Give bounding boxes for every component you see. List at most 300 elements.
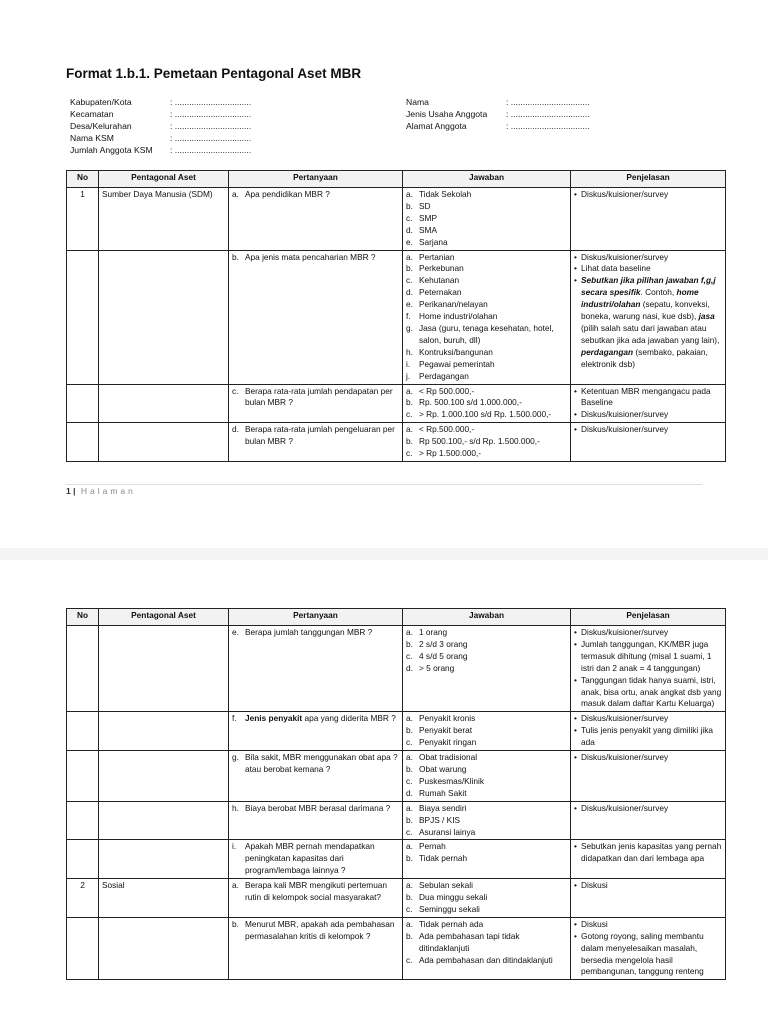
answer-marker: a. bbox=[406, 752, 413, 763]
answer-text: Perkebunan bbox=[419, 263, 464, 274]
explanation-emphasis: Sebutkan jika pilihan jawaban f,g,j secara spesifik bbox=[581, 275, 716, 298]
explanation-text: Diskus/kuisioner/survey bbox=[581, 409, 669, 420]
explanation-item bbox=[574, 275, 722, 370]
explanation-text: Diskus/kuisioner/survey bbox=[581, 189, 669, 199]
answer-option bbox=[406, 737, 567, 749]
table-row bbox=[67, 188, 726, 251]
bullet-icon: • bbox=[574, 189, 577, 199]
meta-label: Desa/Kelurahan bbox=[70, 121, 132, 131]
explanation-text: Diskusi bbox=[581, 880, 608, 891]
answer-option bbox=[406, 931, 567, 955]
explanation-cell bbox=[571, 423, 726, 462]
answer-marker: b. bbox=[406, 725, 413, 736]
question-body: Menurut MBR, apakah ada pembahasan permasalahan kritis di kelompok ? bbox=[245, 918, 395, 941]
answer-option bbox=[406, 275, 567, 287]
answer-text: Rp 500.100,- s/d Rp. 1.500.000,- bbox=[419, 436, 540, 447]
answer-text: Pernah bbox=[419, 841, 446, 852]
answer-cell bbox=[403, 188, 571, 251]
question-item bbox=[232, 189, 399, 201]
meta-value: : ................................ bbox=[170, 121, 252, 131]
answer-marker: a. bbox=[406, 424, 413, 435]
answer-option bbox=[406, 397, 567, 409]
explanation-cell bbox=[571, 840, 726, 879]
explanation-text: Diskusi bbox=[581, 918, 608, 929]
answer-option bbox=[406, 424, 567, 436]
question-body: Apa jenis mata pencaharian MBR ? bbox=[245, 251, 376, 262]
pentagonal-aset bbox=[99, 250, 229, 384]
table-body bbox=[67, 188, 726, 462]
answer-marker: b. bbox=[406, 263, 413, 274]
meta-fields-left bbox=[70, 96, 251, 156]
answer-marker: c. bbox=[406, 737, 413, 748]
answer-marker: b. bbox=[406, 638, 413, 649]
header-jawaban: Jawaban bbox=[403, 609, 571, 626]
bullet-icon: • bbox=[574, 918, 577, 929]
meta-value: : ................................. bbox=[506, 109, 590, 119]
answer-marker: a. bbox=[406, 841, 413, 852]
answer-option bbox=[406, 311, 567, 323]
answer-marker: e. bbox=[406, 236, 413, 247]
explanation-cell bbox=[571, 188, 726, 251]
answer-text: > 5 orang bbox=[419, 662, 455, 673]
row-number bbox=[67, 840, 99, 879]
table-row bbox=[67, 384, 726, 423]
answer-option bbox=[406, 764, 567, 776]
explanation-text: Tanggungan tidak hanya suami, istri, anak, bisa ortu, anak angkat dsb yang masuk dalam daftar Kartu Keluarga) bbox=[581, 674, 722, 709]
meta-label: Jenis Usaha Anggota bbox=[406, 109, 488, 119]
answer-text: Pegawai pemerintah bbox=[419, 358, 495, 369]
explanation-text: Diskus/kuisioner/survey bbox=[581, 713, 669, 724]
answer-option bbox=[406, 347, 567, 359]
header-aset: Pentagonal Aset bbox=[99, 609, 229, 626]
question-body: Berapa rata-rata jumlah pendapatan per bulan MBR ? bbox=[245, 385, 393, 408]
bullet-icon: • bbox=[574, 674, 577, 685]
answer-option bbox=[406, 323, 567, 347]
answer-option bbox=[406, 904, 567, 916]
explanation-text: Sebutkan jenis kapasitas yang pernah didapatkan dan dari lembaga apa bbox=[581, 841, 722, 864]
answer-text: < Rp.500.000,- bbox=[419, 424, 475, 435]
explanation-item bbox=[574, 386, 722, 410]
question-body: Bila sakit, MBR menggunakan obat apa ? atau berobat kemana ? bbox=[245, 752, 398, 774]
bullet-icon: • bbox=[574, 275, 577, 286]
meta-label: Nama KSM bbox=[70, 133, 114, 143]
row-number bbox=[67, 626, 99, 712]
question-body: Berapa jumlah tanggungan MBR ? bbox=[245, 627, 373, 637]
answer-text: Obat tradisional bbox=[419, 752, 478, 763]
footer-label: Halaman bbox=[80, 486, 136, 496]
answer-marker: a. bbox=[406, 627, 413, 637]
explanation-text: Diskus/kuisioner/survey bbox=[581, 752, 669, 763]
answer-marker: c. bbox=[406, 826, 413, 837]
answer-text: SD bbox=[419, 200, 431, 211]
question-text bbox=[245, 880, 399, 904]
answer-option bbox=[406, 752, 567, 764]
answer-marker: c. bbox=[406, 650, 413, 661]
answer-option bbox=[406, 853, 567, 865]
question-cell bbox=[229, 801, 403, 840]
answer-option bbox=[406, 252, 567, 264]
pentagonal-aset bbox=[99, 423, 229, 462]
answer-option bbox=[406, 725, 567, 737]
question-marker: g. bbox=[232, 752, 239, 763]
bullet-icon: • bbox=[574, 841, 577, 852]
question-item bbox=[232, 627, 399, 639]
answer-text: Penyakit kronis bbox=[419, 713, 476, 724]
answer-option bbox=[406, 639, 567, 651]
answer-text: SMA bbox=[419, 224, 437, 235]
question-body: Biaya berobat MBR berasal darimana ? bbox=[245, 802, 391, 813]
row-number bbox=[67, 917, 99, 980]
meta-value: : ................................. bbox=[506, 121, 590, 131]
explanation-text: Diskus/kuisioner/survey bbox=[581, 802, 669, 813]
bullet-icon: • bbox=[574, 930, 577, 941]
answer-marker: b. bbox=[406, 397, 413, 408]
question-text bbox=[245, 189, 399, 201]
document-page-2 bbox=[0, 560, 768, 1024]
meta-field bbox=[406, 120, 590, 132]
pentagonal-aset bbox=[99, 712, 229, 751]
answer-marker: f. bbox=[406, 311, 411, 322]
meta-label: Kabupaten/Kota bbox=[70, 97, 132, 107]
question-text bbox=[245, 627, 399, 639]
explanation-item bbox=[574, 627, 722, 639]
row-number: 1 bbox=[67, 188, 99, 251]
question-marker: f. bbox=[232, 713, 237, 724]
answer-marker: h. bbox=[406, 346, 413, 357]
answer-marker: j. bbox=[406, 370, 411, 381]
answer-text: Biaya sendiri bbox=[419, 802, 467, 813]
explanation-text: Ketentuan MBR mengangacu pada Baseline bbox=[581, 385, 711, 408]
question-item bbox=[232, 919, 399, 943]
answer-text: Seminggu sekali bbox=[419, 903, 480, 914]
pentagonal-aset bbox=[99, 840, 229, 879]
document-title: Format 1.b.1. Pemetaan Pentagonal Aset MBR bbox=[66, 66, 362, 81]
explanation-text: Diskus/kuisioner/survey bbox=[581, 627, 669, 637]
explanation-body: (pilih salah satu dari jawaban atau sebutkan jika ada jawaban yang lain), bbox=[581, 322, 720, 345]
explanation-item bbox=[574, 919, 722, 931]
table-row bbox=[67, 626, 726, 712]
question-cell bbox=[229, 840, 403, 879]
explanation-item bbox=[574, 189, 722, 201]
pentagonal-aset bbox=[99, 751, 229, 802]
question-marker: c. bbox=[232, 385, 239, 396]
question-item bbox=[232, 803, 399, 815]
question-text bbox=[245, 386, 399, 410]
answer-cell bbox=[403, 712, 571, 751]
bullet-icon: • bbox=[574, 880, 577, 891]
question-cell bbox=[229, 712, 403, 751]
answer-cell bbox=[403, 840, 571, 879]
answer-marker: b. bbox=[406, 436, 413, 447]
question-emphasis: Jenis penyakit bbox=[245, 713, 303, 724]
answer-option bbox=[406, 803, 567, 815]
answer-option bbox=[406, 776, 567, 788]
answer-text: Ada pembahasan tapi tidak ditindaklanjuti bbox=[419, 930, 520, 953]
answer-marker: e. bbox=[406, 299, 413, 310]
explanation-cell bbox=[571, 751, 726, 802]
explanation-text bbox=[581, 275, 722, 370]
answer-text: Asuransi lainya bbox=[419, 826, 476, 837]
table-row bbox=[67, 751, 726, 802]
question-text bbox=[245, 713, 399, 725]
answer-option bbox=[406, 189, 567, 201]
question-text bbox=[245, 424, 399, 448]
explanation-body: . Contoh, bbox=[640, 287, 677, 298]
answer-marker: a. bbox=[406, 918, 413, 929]
answer-cell bbox=[403, 751, 571, 802]
explanation-text: Diskus/kuisioner/survey bbox=[581, 424, 669, 435]
answer-option bbox=[406, 409, 567, 421]
answer-marker: a. bbox=[406, 713, 413, 724]
question-marker: b. bbox=[232, 251, 239, 262]
meta-value: : ................................ bbox=[170, 133, 252, 143]
bullet-icon: • bbox=[574, 409, 577, 420]
answer-option bbox=[406, 892, 567, 904]
answer-option bbox=[406, 841, 567, 853]
answer-text: Jasa (guru, tenaga kesehatan, hotel, salon, buruh, dll) bbox=[419, 322, 554, 345]
answer-option bbox=[406, 448, 567, 460]
question-item bbox=[232, 713, 399, 725]
answer-marker: b. bbox=[406, 930, 413, 941]
answer-option bbox=[406, 436, 567, 448]
question-item bbox=[232, 424, 399, 448]
bullet-icon: • bbox=[574, 627, 577, 637]
answer-marker: c. bbox=[406, 903, 413, 914]
answer-option bbox=[406, 919, 567, 931]
pentagonal-aset bbox=[99, 626, 229, 712]
answer-text: Kontruksi/bangunan bbox=[419, 346, 493, 357]
answer-option bbox=[406, 287, 567, 299]
header-no: No bbox=[67, 609, 99, 626]
explanation-cell bbox=[571, 801, 726, 840]
question-marker: a. bbox=[232, 880, 239, 891]
answer-marker: c. bbox=[406, 275, 413, 286]
explanation-text: Tulis jenis penyakit yang dimiliki jika ada bbox=[581, 725, 714, 748]
answer-text: > Rp. 1.000.100 s/d Rp. 1.500.000,- bbox=[419, 409, 552, 420]
question-marker: h. bbox=[232, 802, 239, 813]
answer-option bbox=[406, 299, 567, 311]
meta-value: : ................................ bbox=[170, 97, 252, 107]
explanation-item bbox=[574, 752, 722, 764]
explanation-body: (sembako, pakaian, elektronik dsb) bbox=[581, 346, 708, 369]
row-number: 2 bbox=[67, 879, 99, 918]
question-text bbox=[245, 252, 399, 264]
answer-marker: c. bbox=[406, 448, 413, 459]
question-text bbox=[245, 841, 399, 877]
meta-field bbox=[70, 120, 251, 132]
explanation-item bbox=[574, 263, 722, 275]
answer-marker: a. bbox=[406, 880, 413, 891]
pentagonal-aset bbox=[99, 917, 229, 980]
table-row bbox=[67, 423, 726, 462]
answer-marker: b. bbox=[406, 853, 413, 864]
header-penjelasan: Penjelasan bbox=[571, 171, 726, 188]
answer-marker: g. bbox=[406, 322, 413, 333]
answer-text: Obat warung bbox=[419, 763, 467, 774]
answer-text: Perikanan/nelayan bbox=[419, 299, 488, 310]
question-item bbox=[232, 386, 399, 410]
table-row bbox=[67, 879, 726, 918]
meta-field bbox=[70, 96, 251, 108]
answer-marker: a. bbox=[406, 251, 413, 262]
question-marker: d. bbox=[232, 424, 239, 435]
answer-marker: d. bbox=[406, 787, 413, 798]
explanation-cell bbox=[571, 712, 726, 751]
answer-option bbox=[406, 880, 567, 892]
bullet-icon: • bbox=[574, 725, 577, 736]
answer-text: Perdagangan bbox=[419, 370, 469, 381]
answer-option bbox=[406, 827, 567, 839]
answer-text: 1 orang bbox=[419, 627, 448, 637]
answer-text: Rumah Sakit bbox=[419, 787, 467, 798]
question-item bbox=[232, 841, 399, 877]
pentagonal-aset bbox=[99, 384, 229, 423]
meta-value: : ................................ bbox=[170, 145, 252, 155]
pentagonal-aset: Sumber Daya Manusia (SDM) bbox=[99, 188, 229, 251]
answer-marker: d. bbox=[406, 662, 413, 673]
header-aset: Pentagonal Aset bbox=[99, 171, 229, 188]
row-number bbox=[67, 751, 99, 802]
table-row bbox=[67, 917, 726, 980]
answer-marker: a. bbox=[406, 385, 413, 396]
explanation-item bbox=[574, 252, 722, 264]
row-number bbox=[67, 423, 99, 462]
bullet-icon: • bbox=[574, 385, 577, 396]
asset-mapping-table bbox=[66, 170, 726, 462]
answer-option bbox=[406, 955, 567, 967]
answer-text: Sarjana bbox=[419, 236, 448, 247]
explanation-item bbox=[574, 880, 722, 892]
explanation-emphasis: perdagangan bbox=[581, 346, 634, 357]
question-marker: b. bbox=[232, 918, 239, 929]
table-row bbox=[67, 801, 726, 840]
meta-value: : ................................. bbox=[506, 97, 590, 107]
answer-text: Tidak pernah ada bbox=[419, 918, 484, 929]
answer-text: Penyakit ringan bbox=[419, 737, 477, 748]
answer-text: Dua minggu sekali bbox=[419, 892, 488, 903]
explanation-text: Jumlah tanggungan, KK/MBR juga termasuk dihitung (misal 1 suami, 1 istri dan 2 anak = 4 tanggungan) bbox=[581, 638, 712, 673]
answer-option bbox=[406, 237, 567, 249]
answer-marker: c. bbox=[406, 409, 413, 420]
bullet-icon: • bbox=[574, 638, 577, 649]
question-body: Berapa rata-rata jumlah pengeluaran per bulan MBR ? bbox=[245, 424, 395, 447]
explanation-emphasis: jasa bbox=[698, 311, 715, 322]
answer-marker: c. bbox=[406, 775, 413, 786]
answer-option bbox=[406, 201, 567, 213]
answer-marker: d. bbox=[406, 287, 413, 298]
question-body: Apakah MBR pernah mendapatkan peningkatan kapasitas dari program/lembaga lainnya ? bbox=[245, 841, 375, 876]
answer-cell bbox=[403, 384, 571, 423]
explanation-cell bbox=[571, 250, 726, 384]
asset-mapping-table-continued bbox=[66, 608, 726, 980]
header-pertanyaan: Pertanyaan bbox=[229, 171, 403, 188]
explanation-text: Diskus/kuisioner/survey bbox=[581, 251, 669, 262]
question-item bbox=[232, 880, 399, 904]
explanation-item bbox=[574, 713, 722, 725]
header-pertanyaan: Pertanyaan bbox=[229, 609, 403, 626]
answer-marker: c. bbox=[406, 212, 413, 223]
answer-text: Rp. 500.100 s/d 1.000.000,- bbox=[419, 397, 522, 408]
page-footer bbox=[66, 486, 136, 496]
explanation-cell bbox=[571, 879, 726, 918]
question-cell bbox=[229, 423, 403, 462]
table-row bbox=[67, 712, 726, 751]
meta-field bbox=[406, 108, 590, 120]
answer-option bbox=[406, 213, 567, 225]
bullet-icon: • bbox=[574, 424, 577, 435]
table-header-row bbox=[67, 609, 726, 626]
question-cell bbox=[229, 751, 403, 802]
explanation-item bbox=[574, 639, 722, 675]
row-number bbox=[67, 250, 99, 384]
bullet-icon: • bbox=[574, 251, 577, 262]
answer-text: Home industri/olahan bbox=[419, 311, 498, 322]
explanation-item bbox=[574, 675, 722, 711]
explanation-text: Gotong royong, saling membantu dalam menyelesaikan masalah, bersedia mengelola hasil pembangunan, tanggung renteng bbox=[581, 930, 704, 977]
answer-text: Peternakan bbox=[419, 287, 462, 298]
meta-label: Jumlah Anggota KSM bbox=[70, 145, 153, 155]
bullet-icon: • bbox=[574, 802, 577, 813]
meta-label: Kecamatan bbox=[70, 109, 114, 119]
answer-text: Kehutanan bbox=[419, 275, 460, 286]
row-number bbox=[67, 801, 99, 840]
answer-option bbox=[406, 225, 567, 237]
question-cell bbox=[229, 188, 403, 251]
bullet-icon: • bbox=[574, 752, 577, 763]
row-number bbox=[67, 712, 99, 751]
answer-text: 2 s/d 3 orang bbox=[419, 638, 468, 649]
question-body: Berapa kali MBR mengikuti pertemuan rutin di kelompok social masyarakat? bbox=[245, 880, 388, 903]
answer-cell bbox=[403, 250, 571, 384]
question-body: Apa pendidikan MBR ? bbox=[245, 189, 330, 199]
question-cell bbox=[229, 384, 403, 423]
meta-field bbox=[70, 144, 251, 156]
header-jawaban: Jawaban bbox=[403, 171, 571, 188]
explanation-cell bbox=[571, 626, 726, 712]
table-body bbox=[67, 626, 726, 980]
question-cell bbox=[229, 626, 403, 712]
answer-marker: b. bbox=[406, 892, 413, 903]
table-row bbox=[67, 250, 726, 384]
explanation-item bbox=[574, 424, 722, 436]
question-text bbox=[245, 803, 399, 815]
bullet-icon: • bbox=[574, 713, 577, 724]
answer-marker: c. bbox=[406, 954, 413, 965]
answer-cell bbox=[403, 879, 571, 918]
answer-option bbox=[406, 386, 567, 398]
answer-cell bbox=[403, 626, 571, 712]
answer-text: BPJS / KIS bbox=[419, 814, 461, 825]
pentagonal-aset bbox=[99, 801, 229, 840]
header-penjelasan: Penjelasan bbox=[571, 609, 726, 626]
explanation-item bbox=[574, 841, 722, 865]
answer-option bbox=[406, 371, 567, 383]
answer-text: Tidak pernah bbox=[419, 853, 468, 864]
explanation-item bbox=[574, 725, 722, 749]
answer-text: Pertanian bbox=[419, 251, 455, 262]
answer-option bbox=[406, 713, 567, 725]
header-no: No bbox=[67, 171, 99, 188]
answer-cell bbox=[403, 801, 571, 840]
meta-field bbox=[406, 96, 590, 108]
footer-divider bbox=[66, 484, 702, 485]
answer-marker: d. bbox=[406, 224, 413, 235]
answer-option bbox=[406, 815, 567, 827]
answer-text: Penyakit berat bbox=[419, 725, 473, 736]
answer-text: Ada pembahasan dan ditindaklanjuti bbox=[419, 954, 553, 965]
answer-text: < Rp 500.000,- bbox=[419, 385, 475, 396]
explanation-cell bbox=[571, 917, 726, 980]
